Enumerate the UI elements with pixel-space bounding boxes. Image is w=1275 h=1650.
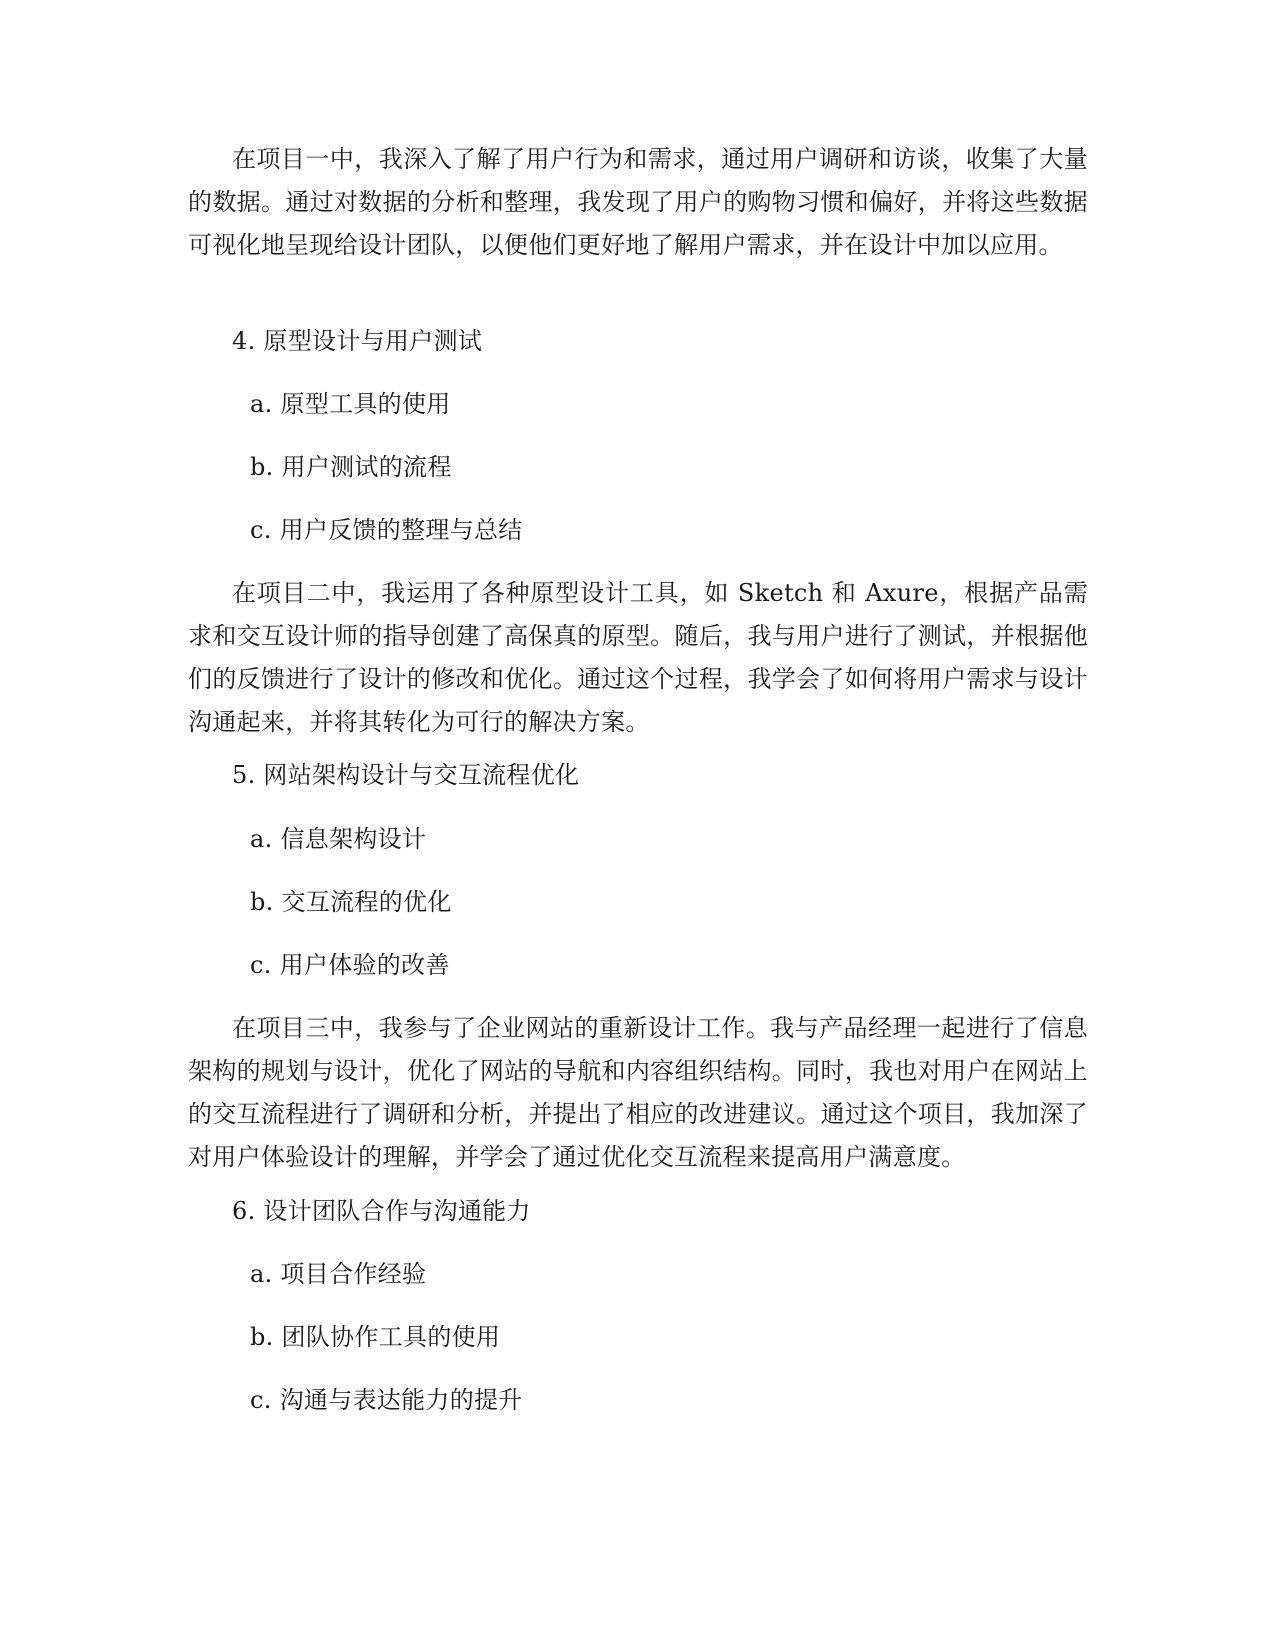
- paragraph-project-one: 在项目一中，我深入了解了用户行为和需求，通过用户调研和访谈，收集了大量的数据。通过对数据的分析和整理，我发现了用户的购物习惯和偏好，并将这些数据可视化地呈现给设计团队，以便他们更好地了解用户需求，并在设计中加以应用。: [188, 145, 1088, 259]
- section-6-item-c: c. 沟通与表达能力的提升: [250, 1386, 523, 1414]
- section-heading-4: 4. 原型设计与用户测试: [232, 327, 483, 355]
- paragraph-project-three: 在项目三中，我参与了企业网站的重新设计工作。我与产品经理一起进行了信息架构的规划与设计，优化了网站的导航和内容组织结构。同时，我也对用户在网站上的交互流程进行了调研和分析，并提出了相应的改进建议。通过这个项目，我加深了对用户体验设计的理解，并学会了通过优化交互流程来提高用户满意度。: [188, 1014, 1088, 1171]
- paragraph-project-two: 在项目二中，我运用了各种原型设计工具，如 Sketch 和 Axure，根据产品需求和交互设计师的指导创建了高保真的原型。随后，我与用户进行了测试，并根据他们的反馈进行了设计的修改和优化。通过这个过程，我学会了如何将用户需求与设计沟通起来，并将其转化为可行的解决方案。: [188, 579, 1088, 736]
- section-5-item-c: c. 用户体验的改善: [250, 951, 450, 979]
- section-heading-5: 5. 网站架构设计与交互流程优化: [232, 761, 580, 789]
- section-4-item-c: c. 用户反馈的整理与总结: [250, 516, 523, 544]
- section-4-item-b: b. 用户测试的流程: [250, 453, 452, 481]
- section-5-item-a: a. 信息架构设计: [250, 825, 427, 853]
- section-heading-6: 6. 设计团队合作与沟通能力: [232, 1197, 531, 1225]
- section-6-item-a: a. 项目合作经验: [250, 1260, 427, 1288]
- section-4-item-a: a. 原型工具的使用: [250, 390, 451, 418]
- section-5-item-b: b. 交互流程的优化: [250, 888, 452, 916]
- section-6-item-b: b. 团队协作工具的使用: [250, 1323, 501, 1351]
